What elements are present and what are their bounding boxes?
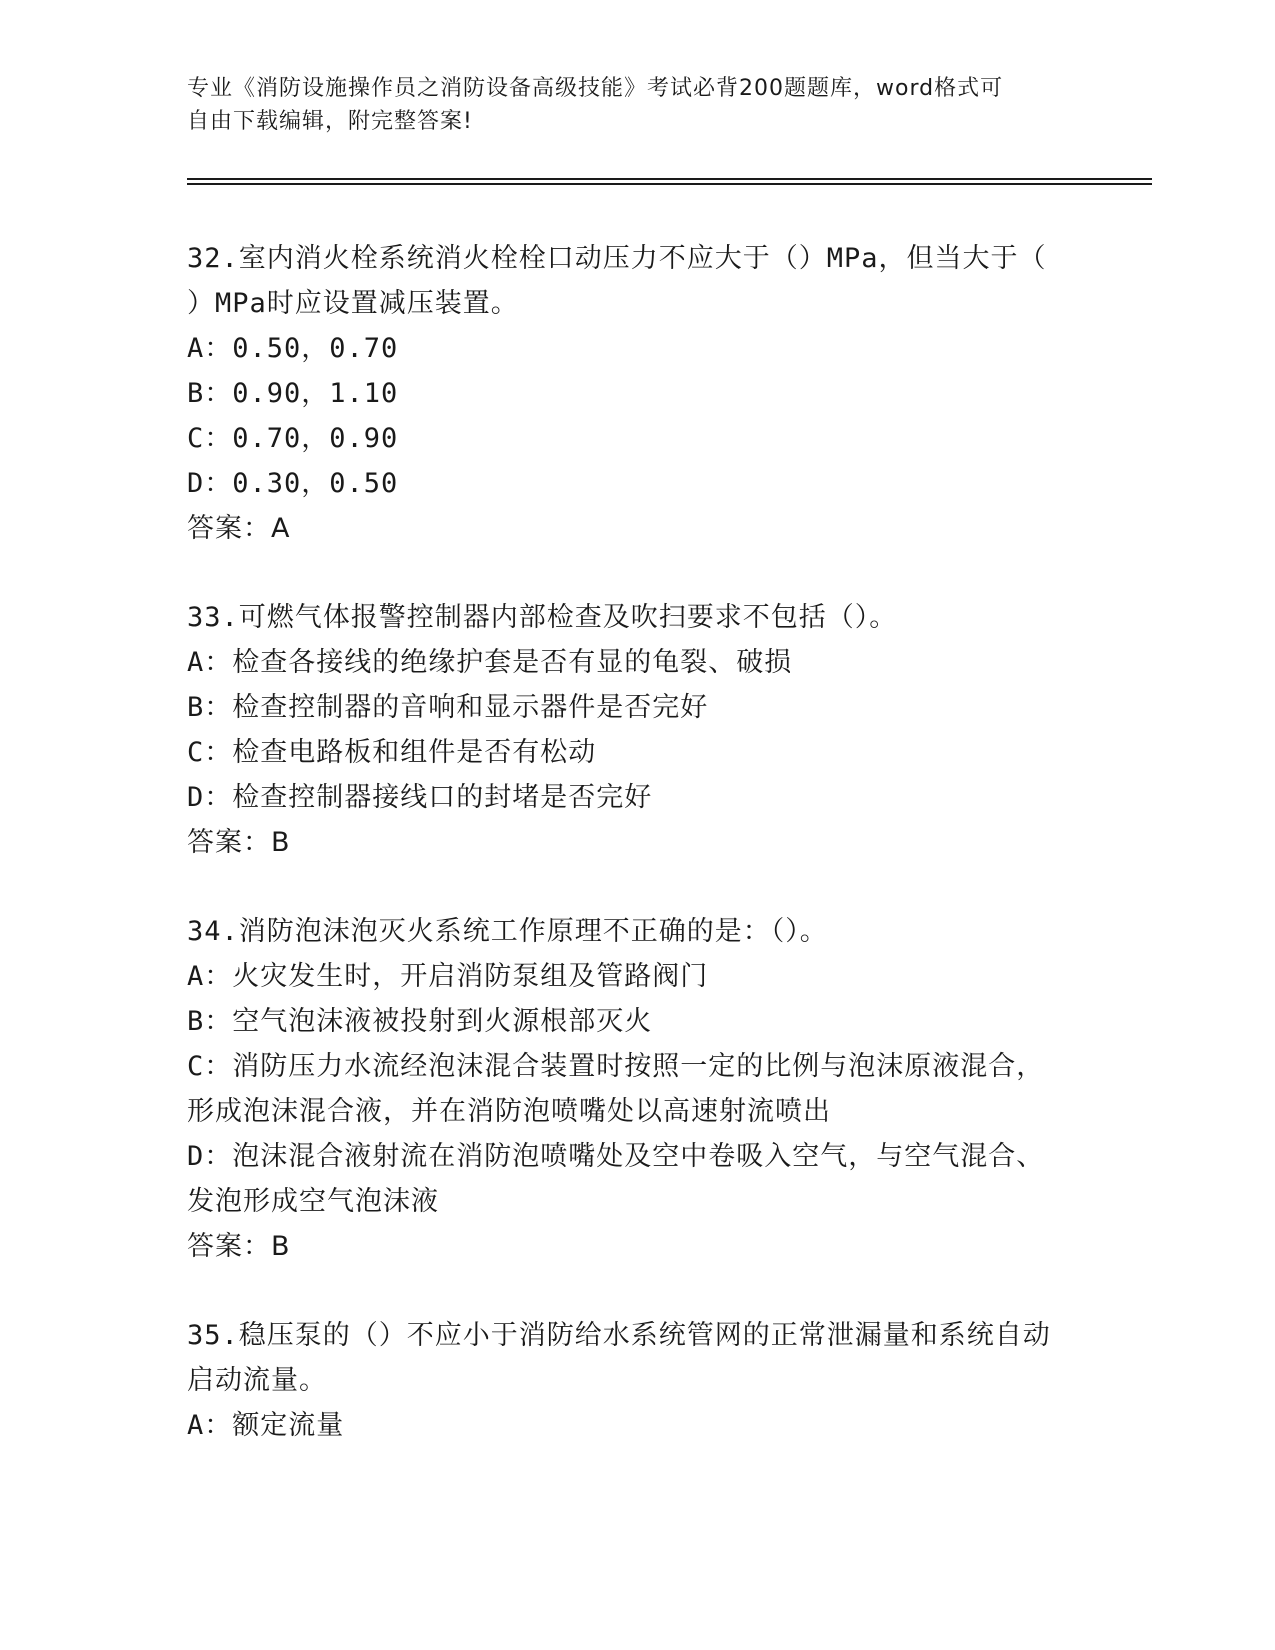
question-32 — [187, 236, 1087, 551]
option-b: B：空气泡沫液被投射到火源根部灭火 — [187, 1006, 653, 1037]
option-c: C：0.70，0.90 — [187, 423, 399, 454]
option-c: C：消防压力水流经泡沫混合装置时按照一定的比例与泡沫原液混合， — [187, 1051, 1045, 1082]
header-divider-bottom — [187, 183, 1152, 185]
option-a: A：0.50，0.70 — [187, 333, 399, 364]
question-list — [187, 236, 1087, 1492]
question-stem-line: ）MPa时应设置减压装置。 — [187, 288, 519, 319]
header-divider-top — [187, 178, 1152, 180]
header-line-1: 专业《消防设施操作员之消防设备高级技能》考试必背200题题库，word格式可 — [187, 76, 1004, 101]
option-b: B：检查控制器的音响和显示器件是否完好 — [187, 692, 709, 723]
option-c: C：检查电路板和组件是否有松动 — [187, 737, 597, 768]
header-line-2: 自由下载编辑，附完整答案! — [187, 109, 473, 134]
option-d-continued: 发泡形成空气泡沫液 — [187, 1186, 439, 1217]
option-d: D：检查控制器接线口的封堵是否完好 — [187, 782, 653, 813]
answer-label: 答案：B — [187, 827, 291, 858]
option-a: A：检查各接线的绝缘护套是否有显的龟裂、破损 — [187, 647, 793, 678]
question-34 — [187, 909, 1087, 1269]
option-b: B：0.90，1.10 — [187, 378, 399, 409]
question-stem-line: 启动流量。 — [187, 1365, 327, 1396]
question-stem-line: 35.稳压泵的（）不应小于消防给水系统管网的正常泄漏量和系统自动 — [187, 1320, 1051, 1351]
question-33 — [187, 595, 1087, 865]
option-d: D：泡沫混合液射流在消防泡喷嘴处及空中卷吸入空气，与空气混合、 — [187, 1141, 1045, 1172]
question-stem-line: 34.消防泡沫泡灭火系统工作原理不正确的是：（）。 — [187, 916, 828, 947]
option-a: A：火灾发生时，开启消防泵组及管路阀门 — [187, 961, 709, 992]
question-stem-line: 32.室内消火栓系统消火栓栓口动压力不应大于（）MPa，但当大于（ — [187, 243, 1047, 274]
question-35 — [187, 1313, 1087, 1448]
option-d: D：0.30，0.50 — [187, 468, 399, 499]
question-stem-line: 33.可燃气体报警控制器内部检查及吹扫要求不包括（）。 — [187, 602, 898, 633]
answer-label: 答案：A — [187, 513, 291, 544]
document-header — [187, 72, 1087, 138]
option-a: A：额定流量 — [187, 1410, 345, 1441]
option-c-continued: 形成泡沫混合液，并在消防泡喷嘴处以高速射流喷出 — [187, 1096, 831, 1127]
answer-label: 答案：B — [187, 1231, 291, 1262]
